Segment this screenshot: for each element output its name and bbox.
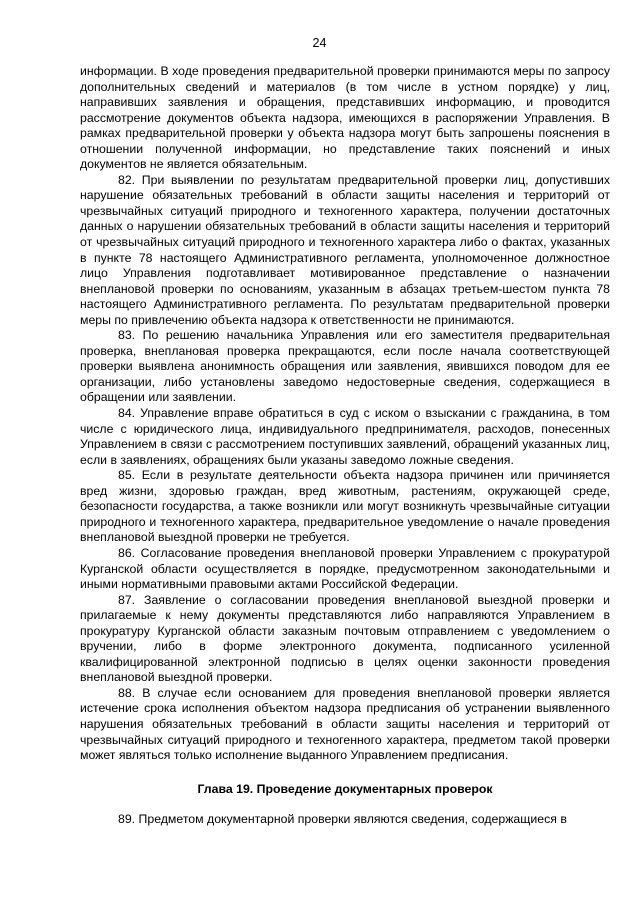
document-body (80, 64, 610, 828)
chapter-heading: Глава 19. Проведение документарных проверок (197, 781, 493, 796)
paragraph-86: 86. Согласование проведения внеплановой проверки Управлением с прокуратурой Курганской области осуществляется в порядке, предусмотренном законодательными и иными нормативными правовыми актами Российской Федерации. (80, 545, 610, 592)
paragraph-82: 82. При выявлении по результатам предварительной проверки лиц, допустивших нарушение обязательных требований в области защиты населения и территорий от чрезвычайных ситуаций природного и техногенного характера, получении достаточных данных о нарушении обязательных требований в области защиты населения и территорий от чрезвычайных ситуаций природного и техногенного характера либо о фактах, указанных в пункте 78 настоящего Административного регламента, уполномоченное должностное лицо Управления подготавливает мотивированное представление о назначении внеплановой проверки по основаниям, указанным в абзацах третьем-шестом пункта 78 настоящего Административного регламента. По результатам предварительной проверки меры по привлечению объекта надзора к ответственности не принимаются. (80, 172, 610, 327)
paragraph-88: 88. В случае если основанием для проведения внеплановой проверки является истечение срока исполнения объектом надзора предписания об устранении выявленного нарушения обязательных требований в области защиты населения и территорий от чрезвычайных ситуаций природного и техногенного характера, предметом такой проверки может являться только исполнение выданного Управлением предписания. (80, 685, 610, 763)
paragraph-85: 85. Если в результате деятельности объекта надзора причинен или причиняется вред жизни, здоровью граждан, вред животным, растениям, окружающей среде, безопасности государства, а также возникли или могут возникнуть чрезвычайные ситуации природного и техногенного характера, предварительное уведомление о начале проведения внеплановой выездной проверки не требуется. (80, 468, 610, 545)
paragraph-89: 89. Предметом документарной проверки являются сведения, содержащиеся в (118, 812, 567, 827)
paragraph-87: 87. Заявление о согласовании проведения внеплановой выездной проверки и прилагаемые к нему документы представляются либо направляются Управлением в прокуратуру Курганской области заказным почтовым отправлением с уведомлением о вручении, либо в форме электронного документа, подписанного усиленной квалифицированной электронной подписью в целях оценки законности проведения внеплановой выездной проверки. (80, 592, 610, 685)
paragraph-83: 83. По решению начальника Управления или его заместителя предварительная проверка, внеплановая проверка прекращаются, если после начала соответствующей проверки выявлена анонимность обращения или заявления, явившихся поводом для ее организации, либо установлены заведомо недостоверные сведения, содержащиеся в обращении или заявлении. (80, 328, 610, 405)
paragraph-continuation: информации. В ходе проведения предварительной проверки принимаются меры по запросу дополнительных сведений и материалов (в том числе в устном порядке) у лиц, направивших заявления и обращения, представивших информацию, и проводится рассмотрение документов объекта надзора, имеющихся в распоряжении Управления. В рамках предварительной проверки у объекта надзора могут быть запрошены пояснения в отношении полученной информации, но представление таких пояснений и иных документов не является обязательным. (80, 64, 610, 172)
paragraph-84: 84. Управление вправе обратиться в суд с иском о взыскании с гражданина, в том числе с юридического лица, индивидуального предпринимателя, расходов, понесенных Управлением в связи с рассмотрением поступивших заявлений, обращений указанных лиц, если в заявлениях, обращениях были указаны заведомо ложные сведения. (80, 406, 610, 467)
page-number: 24 (312, 36, 327, 50)
